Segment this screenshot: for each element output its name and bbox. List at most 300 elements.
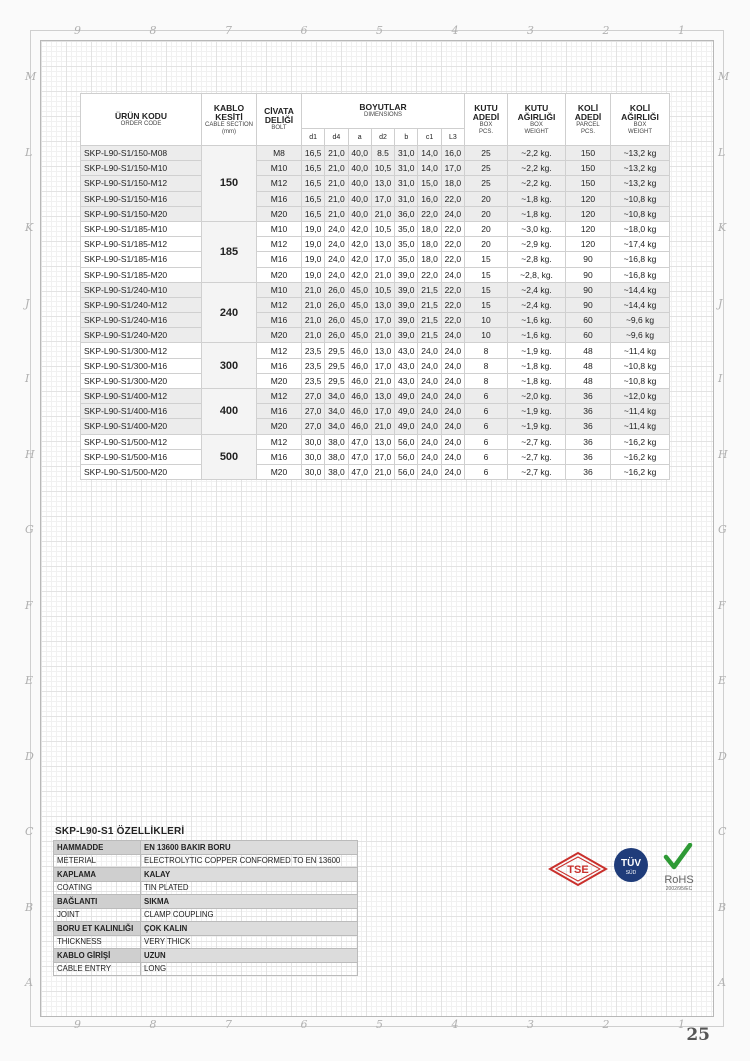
box-qty-cell: 6 [465, 389, 508, 404]
ruler-top-mark: 4 [451, 24, 459, 37]
a-cell: 46,0 [348, 389, 371, 404]
order-code-cell: SKP-L90-S1/240-M12 [81, 297, 202, 312]
d2-cell: 21,0 [371, 373, 394, 388]
l3-cell: 24,0 [441, 358, 464, 373]
box-weight-cell: ~2,8 kg. [508, 252, 566, 267]
order-code-cell: SKP-L90-S1/300-M20 [81, 373, 202, 388]
bolt-cell: M8 [257, 146, 302, 161]
table-row [81, 434, 670, 449]
parcel-weight-cell: ~10,8 kg [611, 358, 670, 373]
b-cell: 35,0 [395, 221, 418, 236]
a-cell: 42,0 [348, 267, 371, 282]
d2-cell: 21,0 [371, 206, 394, 221]
a-cell: 47,0 [348, 464, 371, 479]
bolt-cell: M16 [257, 313, 302, 328]
table-row [81, 206, 670, 221]
d4-cell: 38,0 [325, 464, 348, 479]
check-icon [666, 845, 690, 867]
d1-cell: 23,5 [302, 358, 325, 373]
spec-value: LONG [141, 962, 358, 976]
d2-cell: 17,0 [371, 449, 394, 464]
ruler-left-mark: K [25, 221, 34, 234]
ruler-left-mark: M [25, 70, 37, 83]
order-code-cell: SKP-L90-S1/150-M12 [81, 176, 202, 191]
order-code-cell: SKP-L90-S1/150-M08 [81, 146, 202, 161]
spec-row-en [54, 962, 358, 976]
spec-key: HAMMADDE [54, 841, 141, 855]
box-qty-cell: 20 [465, 206, 508, 221]
a-cell: 42,0 [348, 237, 371, 252]
ruler-right-mark: I [718, 372, 723, 385]
table-row [81, 176, 670, 191]
box-weight-cell: ~2,0 kg. [508, 389, 566, 404]
box-qty-cell: 8 [465, 373, 508, 388]
c1-cell: 24,0 [418, 389, 441, 404]
c1-cell: 21,5 [418, 328, 441, 343]
d1-cell: 19,0 [302, 252, 325, 267]
d4-cell: 26,0 [325, 328, 348, 343]
c1-cell: 18,0 [418, 221, 441, 236]
table-row [81, 328, 670, 343]
parcel-qty-cell: 36 [566, 419, 611, 434]
box-qty-cell: 6 [465, 419, 508, 434]
parcel-weight-cell: ~12,0 kg [611, 389, 670, 404]
l3-cell: 16,0 [441, 146, 464, 161]
spec-row-tr [54, 949, 358, 963]
l3-cell: 24,0 [441, 343, 464, 358]
spec-value: UZUN [141, 949, 358, 963]
l3-cell: 24,0 [441, 449, 464, 464]
l3-cell: 18,0 [441, 176, 464, 191]
bolt-cell: M16 [257, 191, 302, 206]
spec-key: CABLE ENTRY [54, 962, 141, 976]
d2-cell: 8.5 [371, 146, 394, 161]
c1-cell: 15,0 [418, 176, 441, 191]
box-weight-cell: ~3,0 kg. [508, 221, 566, 236]
header-dim-d1: d1 [302, 129, 325, 146]
spec-value: CLAMP COUPLING [141, 908, 358, 922]
bolt-cell: M20 [257, 419, 302, 434]
l3-cell: 22,0 [441, 252, 464, 267]
l3-cell: 24,0 [441, 267, 464, 282]
parcel-weight-cell: ~11,4 kg [611, 419, 670, 434]
c1-cell: 24,0 [418, 419, 441, 434]
c1-cell: 16,0 [418, 191, 441, 206]
box-qty-cell: 15 [465, 297, 508, 312]
parcel-weight-cell: ~11,4 kg [611, 404, 670, 419]
parcel-weight-cell: ~10,8 kg [611, 206, 670, 221]
box-weight-cell: ~2,8, kg. [508, 267, 566, 282]
bolt-cell: M12 [257, 176, 302, 191]
box-qty-cell: 25 [465, 161, 508, 176]
parcel-qty-cell: 36 [566, 449, 611, 464]
box-weight-cell: ~1,8 kg. [508, 191, 566, 206]
a-cell: 45,0 [348, 282, 371, 297]
bolt-cell: M20 [257, 464, 302, 479]
order-code-cell: SKP-L90-S1/185-M20 [81, 267, 202, 282]
b-cell: 35,0 [395, 237, 418, 252]
d2-cell: 13,0 [371, 176, 394, 191]
d2-cell: 17,0 [371, 358, 394, 373]
l3-cell: 22,0 [441, 297, 464, 312]
certification-logos [548, 843, 708, 903]
a-cell: 46,0 [348, 373, 371, 388]
bolt-cell: M16 [257, 404, 302, 419]
d1-cell: 16,5 [302, 191, 325, 206]
l3-cell: 24,0 [441, 404, 464, 419]
order-code-cell: SKP-L90-S1/150-M20 [81, 206, 202, 221]
spec-key: THICKNESS [54, 935, 141, 949]
a-cell: 40,0 [348, 191, 371, 206]
bolt-cell: M20 [257, 206, 302, 221]
ruler-right-mark: M [718, 70, 730, 83]
box-qty-cell: 15 [465, 282, 508, 297]
table-row [81, 389, 670, 404]
ruler-bottom-mark: 1 [678, 1018, 685, 1031]
l3-cell: 22,0 [441, 221, 464, 236]
a-cell: 40,0 [348, 176, 371, 191]
table-row [81, 358, 670, 373]
a-cell: 46,0 [348, 343, 371, 358]
d1-cell: 21,0 [302, 313, 325, 328]
header-box-weight: KUTU AĞIRLIĞI BOX WEIGHT [508, 94, 566, 146]
b-cell: 49,0 [395, 389, 418, 404]
d4-cell: 26,0 [325, 313, 348, 328]
ruler-bottom-mark: 9 [74, 1018, 81, 1031]
order-code-cell: SKP-L90-S1/400-M12 [81, 389, 202, 404]
header-dim-d4: d4 [325, 129, 348, 146]
d2-cell: 13,0 [371, 434, 394, 449]
d4-cell: 34,0 [325, 389, 348, 404]
box-weight-cell: ~2,7 kg. [508, 434, 566, 449]
ruler-left-mark: H [25, 447, 35, 461]
ruler-right-mark: J [718, 296, 723, 310]
box-qty-cell: 10 [465, 313, 508, 328]
l3-cell: 22,0 [441, 313, 464, 328]
ruler-top-mark: 7 [225, 24, 232, 37]
a-cell: 40,0 [348, 146, 371, 161]
b-cell: 31,0 [395, 146, 418, 161]
b-cell: 39,0 [395, 282, 418, 297]
box-weight-cell: ~1,8 kg. [508, 358, 566, 373]
cable-section-cell: 240 [202, 282, 257, 343]
parcel-weight-cell: ~14,4 kg [611, 297, 670, 312]
ruler-top-mark: 6 [300, 24, 308, 37]
d1-cell: 16,5 [302, 176, 325, 191]
b-cell: 39,0 [395, 313, 418, 328]
spec-value: SIKMA [141, 895, 358, 909]
bolt-cell: M12 [257, 343, 302, 358]
a-cell: 46,0 [348, 419, 371, 434]
table-row [81, 237, 670, 252]
table-row [81, 282, 670, 297]
cable-section-cell: 500 [202, 434, 257, 480]
b-cell: 43,0 [395, 373, 418, 388]
box-qty-cell: 6 [465, 464, 508, 479]
d1-cell: 30,0 [302, 464, 325, 479]
order-code-cell: SKP-L90-S1/300-M12 [81, 343, 202, 358]
b-cell: 43,0 [395, 343, 418, 358]
cable-section-cell: 400 [202, 389, 257, 435]
b-cell: 39,0 [395, 267, 418, 282]
parcel-weight-cell: ~10,8 kg [611, 191, 670, 206]
l3-cell: 24,0 [441, 419, 464, 434]
spec-row-en [54, 881, 358, 895]
l3-cell: 24,0 [441, 328, 464, 343]
c1-cell: 21,5 [418, 282, 441, 297]
parcel-weight-cell: ~17,4 kg [611, 237, 670, 252]
c1-cell: 24,0 [418, 373, 441, 388]
b-cell: 31,0 [395, 191, 418, 206]
page-number: 25 [686, 1025, 710, 1045]
bolt-cell: M16 [257, 358, 302, 373]
d4-cell: 38,0 [325, 449, 348, 464]
parcel-qty-cell: 150 [566, 161, 611, 176]
box-qty-cell: 8 [465, 358, 508, 373]
b-cell: 35,0 [395, 252, 418, 267]
order-code-cell: SKP-L90-S1/150-M16 [81, 191, 202, 206]
spec-row-tr [54, 922, 358, 936]
parcel-qty-cell: 48 [566, 358, 611, 373]
spec-key: JOINT [54, 908, 141, 922]
spec-key: BORU ET KALINLIĞI [54, 922, 141, 936]
c1-cell: 22,0 [418, 267, 441, 282]
header-order-code: ÜRÜN KODU ORDER CODE [81, 94, 202, 146]
d1-cell: 27,0 [302, 389, 325, 404]
bolt-cell: M12 [257, 389, 302, 404]
ruler-left-mark: L [25, 145, 33, 159]
bolt-cell: M10 [257, 221, 302, 236]
ruler-bottom-mark: 2 [602, 1018, 610, 1031]
header-dim-d2: d2 [371, 129, 394, 146]
d4-cell: 38,0 [325, 434, 348, 449]
parcel-weight-cell: ~13,2 kg [611, 176, 670, 191]
box-qty-cell: 6 [465, 434, 508, 449]
d4-cell: 26,0 [325, 297, 348, 312]
c1-cell: 14,0 [418, 146, 441, 161]
header-parcel-qty: KOLİ ADEDİ PARCEL PCS. [566, 94, 611, 146]
order-code-cell: SKP-L90-S1/185-M16 [81, 252, 202, 267]
d2-cell: 21,0 [371, 267, 394, 282]
d4-cell: 21,0 [325, 206, 348, 221]
ruler-bottom-mark: 5 [376, 1018, 383, 1031]
box-weight-cell: ~2,2 kg. [508, 176, 566, 191]
parcel-qty-cell: 120 [566, 206, 611, 221]
spec-key: KABLO GİRİŞİ [54, 949, 141, 963]
d2-cell: 21,0 [371, 419, 394, 434]
b-cell: 31,0 [395, 176, 418, 191]
ruler-bottom-mark: 3 [527, 1018, 534, 1031]
bolt-cell: M16 [257, 252, 302, 267]
d4-cell: 29,5 [325, 358, 348, 373]
table-row [81, 313, 670, 328]
l3-cell: 24,0 [441, 389, 464, 404]
bolt-cell: M10 [257, 161, 302, 176]
ruler-right-mark: B [718, 900, 727, 914]
table-row [81, 343, 670, 358]
parcel-qty-cell: 48 [566, 373, 611, 388]
d1-cell: 30,0 [302, 434, 325, 449]
ruler-right-mark: K [718, 221, 727, 234]
box-weight-cell: ~2,7 kg. [508, 449, 566, 464]
d4-cell: 21,0 [325, 161, 348, 176]
ruler-right-mark: F [718, 598, 726, 612]
parcel-weight-cell: ~18,0 kg [611, 221, 670, 236]
box-qty-cell: 20 [465, 221, 508, 236]
spec-row-en [54, 908, 358, 922]
d1-cell: 27,0 [302, 419, 325, 434]
parcel-weight-cell: ~14,4 kg [611, 282, 670, 297]
ruler-right-mark: D [718, 749, 727, 763]
a-cell: 42,0 [348, 252, 371, 267]
rohs-logo [664, 845, 693, 892]
d1-cell: 30,0 [302, 449, 325, 464]
d2-cell: 17,0 [371, 404, 394, 419]
ruler-right-mark: L [718, 145, 726, 159]
parcel-weight-cell: ~16,8 kg [611, 252, 670, 267]
box-weight-cell: ~2,4 kg. [508, 282, 566, 297]
ruler-top-mark: 3 [527, 24, 534, 37]
d4-cell: 21,0 [325, 146, 348, 161]
ruler-bottom-mark: 8 [149, 1018, 157, 1031]
spec-value: VERY THICK [141, 935, 358, 949]
parcel-weight-cell: ~9,6 kg [611, 313, 670, 328]
ruler-right-mark: H [718, 447, 728, 461]
product-table [80, 93, 670, 480]
b-cell: 39,0 [395, 297, 418, 312]
order-code-cell: SKP-L90-S1/150-M10 [81, 161, 202, 176]
spec-value: ÇOK KALIN [141, 922, 358, 936]
c1-cell: 14,0 [418, 161, 441, 176]
bolt-cell: M10 [257, 282, 302, 297]
spec-value: TIN PLATED [141, 881, 358, 895]
c1-cell: 18,0 [418, 252, 441, 267]
bolt-cell: M20 [257, 328, 302, 343]
d2-cell: 13,0 [371, 297, 394, 312]
d1-cell: 27,0 [302, 404, 325, 419]
parcel-qty-cell: 48 [566, 343, 611, 358]
parcel-weight-cell: ~16,8 kg [611, 267, 670, 282]
order-code-cell: SKP-L90-S1/185-M12 [81, 237, 202, 252]
box-qty-cell: 6 [465, 404, 508, 419]
order-code-cell: SKP-L90-S1/500-M20 [81, 464, 202, 479]
ruler-top-mark: 1 [678, 24, 685, 37]
a-cell: 45,0 [348, 328, 371, 343]
parcel-weight-cell: ~16,2 kg [611, 464, 670, 479]
ruler-bottom-mark: 6 [300, 1018, 308, 1031]
spec-row-tr [54, 841, 358, 855]
d4-cell: 21,0 [325, 176, 348, 191]
tuv-logo-subtext: SÜD [625, 870, 637, 876]
a-cell: 46,0 [348, 358, 371, 373]
parcel-qty-cell: 150 [566, 176, 611, 191]
order-code-cell: SKP-L90-S1/500-M16 [81, 449, 202, 464]
c1-cell: 24,0 [418, 358, 441, 373]
spec-value: KALAY [141, 868, 358, 882]
spec-row-en [54, 854, 358, 868]
box-qty-cell: 20 [465, 237, 508, 252]
b-cell: 56,0 [395, 449, 418, 464]
box-weight-cell: ~1,9 kg. [508, 343, 566, 358]
box-qty-cell: 8 [465, 343, 508, 358]
d2-cell: 17,0 [371, 191, 394, 206]
c1-cell: 21,5 [418, 313, 441, 328]
spec-title: SKP-L90-S1 ÖZELLİKLERİ [55, 826, 185, 837]
box-weight-cell: ~1,8 kg. [508, 373, 566, 388]
b-cell: 43,0 [395, 358, 418, 373]
ruler-left-mark: J [25, 296, 30, 310]
ruler-top-mark: 2 [602, 24, 610, 37]
d1-cell: 21,0 [302, 297, 325, 312]
box-qty-cell: 15 [465, 267, 508, 282]
c1-cell: 24,0 [418, 434, 441, 449]
d4-cell: 34,0 [325, 419, 348, 434]
box-weight-cell: ~1,6 kg. [508, 328, 566, 343]
l3-cell: 22,0 [441, 191, 464, 206]
ruler-top-mark: 5 [376, 24, 383, 37]
d2-cell: 21,0 [371, 464, 394, 479]
d1-cell: 19,0 [302, 267, 325, 282]
d2-cell: 21,0 [371, 328, 394, 343]
bolt-cell: M12 [257, 297, 302, 312]
ruler-right-mark: E [718, 674, 727, 687]
c1-cell: 21,5 [418, 297, 441, 312]
table-row [81, 252, 670, 267]
header-dim-c1: c1 [418, 129, 441, 146]
tse-logo [550, 853, 606, 885]
ruler-bottom-mark: 4 [451, 1018, 459, 1031]
c1-cell: 24,0 [418, 404, 441, 419]
cable-section-cell: 300 [202, 343, 257, 389]
d1-cell: 16,5 [302, 206, 325, 221]
parcel-qty-cell: 90 [566, 267, 611, 282]
rohs-logo-text: RoHS [664, 874, 694, 886]
spec-row-tr [54, 868, 358, 882]
box-qty-cell: 10 [465, 328, 508, 343]
cable-section-cell: 185 [202, 221, 257, 282]
spec-row-en [54, 935, 358, 949]
ruler-left-mark: F [25, 598, 33, 612]
spec-key: METERIAL [54, 854, 141, 868]
header-dim-l3: L3 [441, 129, 464, 146]
bolt-cell: M12 [257, 434, 302, 449]
b-cell: 49,0 [395, 419, 418, 434]
c1-cell: 24,0 [418, 464, 441, 479]
ruler-top-mark: 9 [74, 24, 81, 37]
d4-cell: 24,0 [325, 221, 348, 236]
l3-cell: 22,0 [441, 282, 464, 297]
ruler-left-mark: B [25, 900, 34, 914]
order-code-cell: SKP-L90-S1/500-M12 [81, 434, 202, 449]
spec-table [53, 840, 358, 976]
d4-cell: 29,5 [325, 343, 348, 358]
d4-cell: 24,0 [325, 252, 348, 267]
header-dim-b: b [395, 129, 418, 146]
d4-cell: 29,5 [325, 373, 348, 388]
ruler-right-mark: G [718, 523, 727, 536]
parcel-qty-cell: 120 [566, 191, 611, 206]
c1-cell: 18,0 [418, 237, 441, 252]
d1-cell: 19,0 [302, 237, 325, 252]
parcel-qty-cell: 90 [566, 252, 611, 267]
box-qty-cell: 25 [465, 176, 508, 191]
table-row [81, 419, 670, 434]
parcel-qty-cell: 60 [566, 313, 611, 328]
box-weight-cell: ~1,9 kg. [508, 404, 566, 419]
tuv-logo [614, 848, 648, 882]
d1-cell: 23,5 [302, 373, 325, 388]
order-code-cell: SKP-L90-S1/240-M20 [81, 328, 202, 343]
